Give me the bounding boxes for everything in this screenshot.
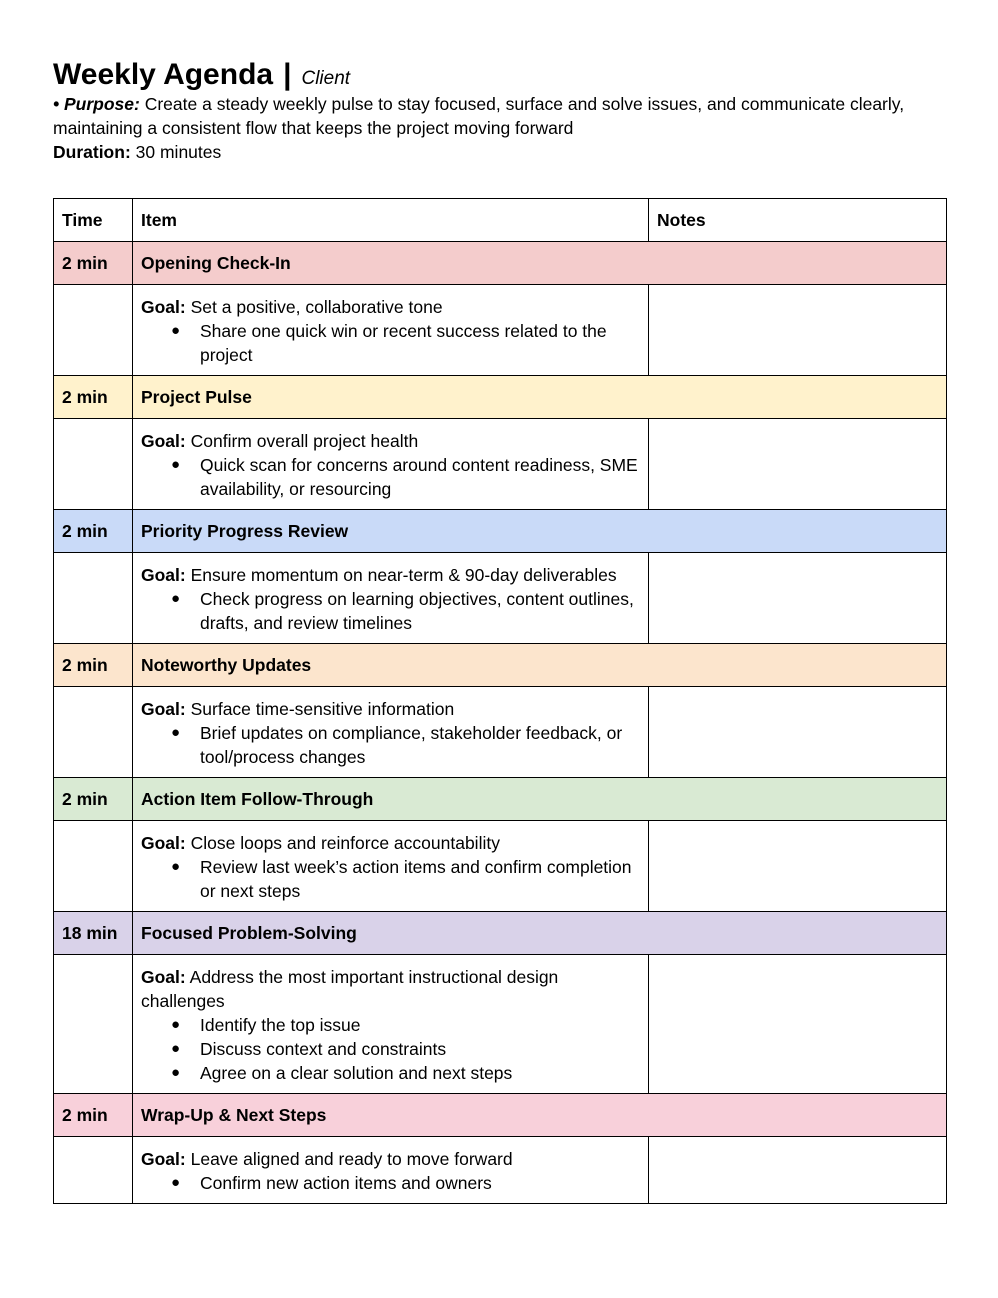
time-cell-empty: [54, 285, 133, 376]
goal-text: Ensure momentum on near-term & 90-day deliverables: [190, 565, 617, 585]
purpose-label: • Purpose:: [53, 94, 140, 114]
column-header-item: Item: [133, 199, 649, 242]
section-title: Priority Progress Review: [133, 510, 947, 553]
goal-label: Goal:: [141, 833, 186, 853]
agenda-header: [53, 58, 946, 164]
duration-label: Duration:: [53, 142, 131, 162]
agenda-body: [54, 242, 947, 1204]
time-cell-empty: [54, 955, 133, 1094]
time-cell-empty: [54, 687, 133, 778]
section-row: [54, 644, 947, 687]
goal-text: Leave aligned and ready to move forward: [190, 1149, 513, 1169]
item-cell: [133, 821, 649, 912]
section-time: 2 min: [54, 242, 133, 285]
section-row: [54, 376, 947, 419]
goal-line: [141, 563, 640, 587]
bullet-list: [141, 453, 640, 501]
section-time: 2 min: [54, 376, 133, 419]
section-time: 2 min: [54, 1094, 133, 1137]
goal-text: Address the most important instructional design challenges: [141, 967, 559, 1011]
section-detail-row: [54, 1137, 947, 1204]
notes-cell[interactable]: [649, 285, 947, 376]
goal-label: Goal:: [141, 699, 186, 719]
purpose-text: Create a steady weekly pulse to stay focused, surface and solve issues, and communicate clearly, maintaining a consistent flow that keeps the project moving forward: [53, 94, 905, 138]
notes-cell[interactable]: [649, 419, 947, 510]
duration-line: [53, 140, 946, 164]
section-detail-row: [54, 687, 947, 778]
section-detail-row: [54, 955, 947, 1094]
goal-label: Goal:: [141, 431, 186, 451]
goal-label: Goal:: [141, 297, 186, 317]
bullet-item: ● Agree on a clear solution and next steps: [200, 1061, 640, 1085]
notes-cell[interactable]: [649, 1137, 947, 1204]
goal-text: Close loops and reinforce accountability: [190, 833, 500, 853]
section-detail-row: [54, 285, 947, 376]
goal-line: [141, 429, 640, 453]
client-label: Client: [301, 68, 351, 89]
goal-line: [141, 965, 640, 1013]
section-title: Project Pulse: [133, 376, 947, 419]
section-time: 2 min: [54, 510, 133, 553]
section-title: Action Item Follow-Through: [133, 778, 947, 821]
section-row: [54, 912, 947, 955]
item-cell: [133, 553, 649, 644]
bullet-item: ● Discuss context and constraints: [200, 1037, 640, 1061]
title-separator: |: [283, 58, 292, 91]
section-detail-row: [54, 821, 947, 912]
section-time: 2 min: [54, 778, 133, 821]
section-title: Focused Problem-Solving: [133, 912, 947, 955]
goal-line: [141, 295, 640, 319]
notes-cell[interactable]: [649, 955, 947, 1094]
goal-label: Goal:: [141, 565, 186, 585]
notes-cell[interactable]: [649, 687, 947, 778]
time-cell-empty: [54, 1137, 133, 1204]
time-cell-empty: [54, 553, 133, 644]
page-title: Weekly Agenda: [53, 58, 274, 91]
bullet-list: [141, 855, 640, 903]
notes-cell[interactable]: [649, 553, 947, 644]
bullet-item: ● Identify the top issue: [200, 1013, 640, 1037]
section-title: Noteworthy Updates: [133, 644, 947, 687]
goal-label: Goal:: [141, 1149, 186, 1169]
time-cell-empty: [54, 821, 133, 912]
goal-line: [141, 1147, 640, 1171]
bullet-list: [141, 587, 640, 635]
column-header-time: Time: [54, 199, 133, 242]
goal-line: [141, 831, 640, 855]
item-cell: [133, 955, 649, 1094]
bullet-item: ● Check progress on learning objectives, content outlines, drafts, and review timelines: [200, 587, 640, 635]
goal-label: Goal:: [141, 967, 186, 987]
table-header-row: [54, 199, 947, 242]
bullet-item: ● Brief updates on compliance, stakeholder feedback, or tool/process changes: [200, 721, 640, 769]
section-row: [54, 242, 947, 285]
bullet-list: [141, 1013, 640, 1085]
item-cell: [133, 419, 649, 510]
title-row: [53, 58, 946, 92]
goal-text: Set a positive, collaborative tone: [190, 297, 443, 317]
section-title: Wrap-Up & Next Steps: [133, 1094, 947, 1137]
bullet-item: ● Quick scan for concerns around content readiness, SME availability, or resourcing: [200, 453, 640, 501]
column-header-notes: Notes: [649, 199, 947, 242]
section-time: 18 min: [54, 912, 133, 955]
bullet-list: [141, 721, 640, 769]
section-detail-row: [54, 553, 947, 644]
bullet-item: ● Share one quick win or recent success related to the project: [200, 319, 640, 367]
section-row: [54, 1094, 947, 1137]
duration-text: 30 minutes: [135, 142, 222, 162]
bullet-list: [141, 1171, 640, 1195]
goal-text: Surface time-sensitive information: [190, 699, 455, 719]
bullet-list: [141, 319, 640, 367]
time-cell-empty: [54, 419, 133, 510]
bullet-item: ● Confirm new action items and owners: [200, 1171, 640, 1195]
section-row: [54, 510, 947, 553]
item-cell: [133, 687, 649, 778]
agenda-table: [53, 198, 947, 1204]
item-cell: [133, 1137, 649, 1204]
bullet-item: ● Review last week’s action items and confirm completion or next steps: [200, 855, 640, 903]
section-detail-row: [54, 419, 947, 510]
purpose-line: [53, 92, 946, 140]
goal-line: [141, 697, 640, 721]
notes-cell[interactable]: [649, 821, 947, 912]
item-cell: [133, 285, 649, 376]
section-row: [54, 778, 947, 821]
section-title: Opening Check-In: [133, 242, 947, 285]
goal-text: Confirm overall project health: [190, 431, 419, 451]
section-time: 2 min: [54, 644, 133, 687]
